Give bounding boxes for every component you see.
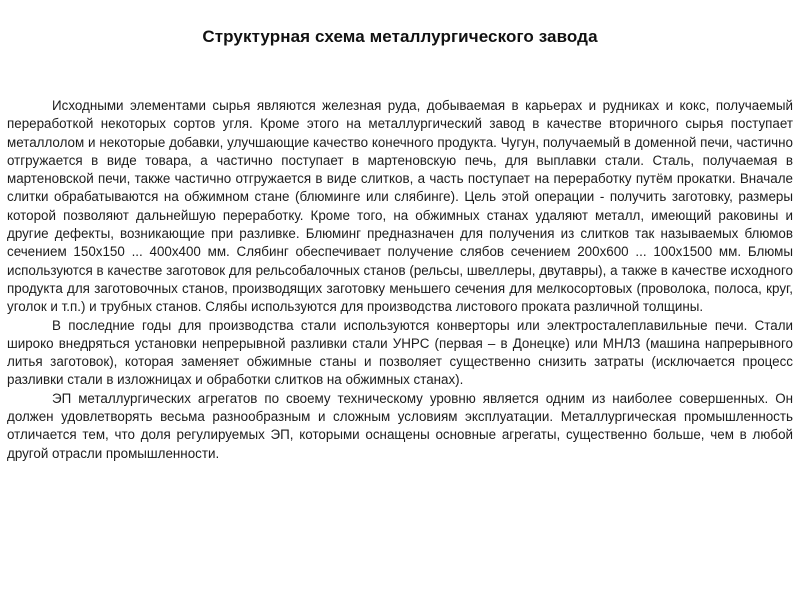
- body-text: [7, 97, 793, 463]
- paragraph-1: Исходными элементами сырья являются железная руда, добываемая в карьерах и рудниках и кокс, получаемый переработкой некоторых сортов угля. Кроме этого на металлургический завод в качестве вторичного сырья поступает металлолом и некоторые добавки, улучшающие качество конечного продукта. Чугун, получаемый в доменной печи, частично отгружается в виде товара, а частично поступает в мартеновскую печь, для выплавки стали. Сталь, получаемая в мартеновской печи, также частично отгружается в виде слитков, а часть поступает на переработку путём прокатки. Вначале слитки обрабатываются на обжимном стане (блюминге или слябинге). Цель этой операции - получить заготовку, размеры которой позволяют дальнейшую переработку. Кроме того, на обжимных станах удаляют металл, имеющий раковины и другие дефекты, возникающие при разливке. Блюминг предназначен для получения из слитков так называемых блюмов сечением 150х150 ... 400х400 мм. Слябинг обеспечивает получение слябов сечением 200х600 ... 100х1500 мм. Блюмы используются в качестве заготовок для рельсобалочных станов (рельсы, швеллеры, двутавры), а также в качестве исходного продукта для заготовочных станов, производящих заготовку меньшего сечения для мелкосортовых (проволока, полоса, круг, уголок и т.п.) и трубных станов. Слябы используются для производства листового проката различной толщины.: [7, 98, 793, 315]
- paragraph-3: ЭП металлургических агрегатов по своему техническому уровню является одним из наиболее совершенных. Он должен удовлетворять весьма разнообразным и сложным условиям эксплуатации. Металлургическая промышленность отличается тем, что доля регулируемых ЭП, которыми оснащены основные агрегаты, существенно больше, чем в любой другой отрасли промышленности.: [7, 390, 793, 461]
- paragraph-2: В последние годы для производства стали используются конверторы или электросталеплавильные печи. Стали широко внедряться установки непрерывной разливки стали УНРС (первая – в Донецке) или МНЛЗ (машина напрерывного литья заготовок), которая заменяет обжимные станы и позволяет существенно снизить затраты (исключается процесс разливки стали в изложницах и обработки слитков на обжимных станах).: [7, 317, 793, 388]
- page-title: Структурная схема металлургического завода: [202, 27, 598, 46]
